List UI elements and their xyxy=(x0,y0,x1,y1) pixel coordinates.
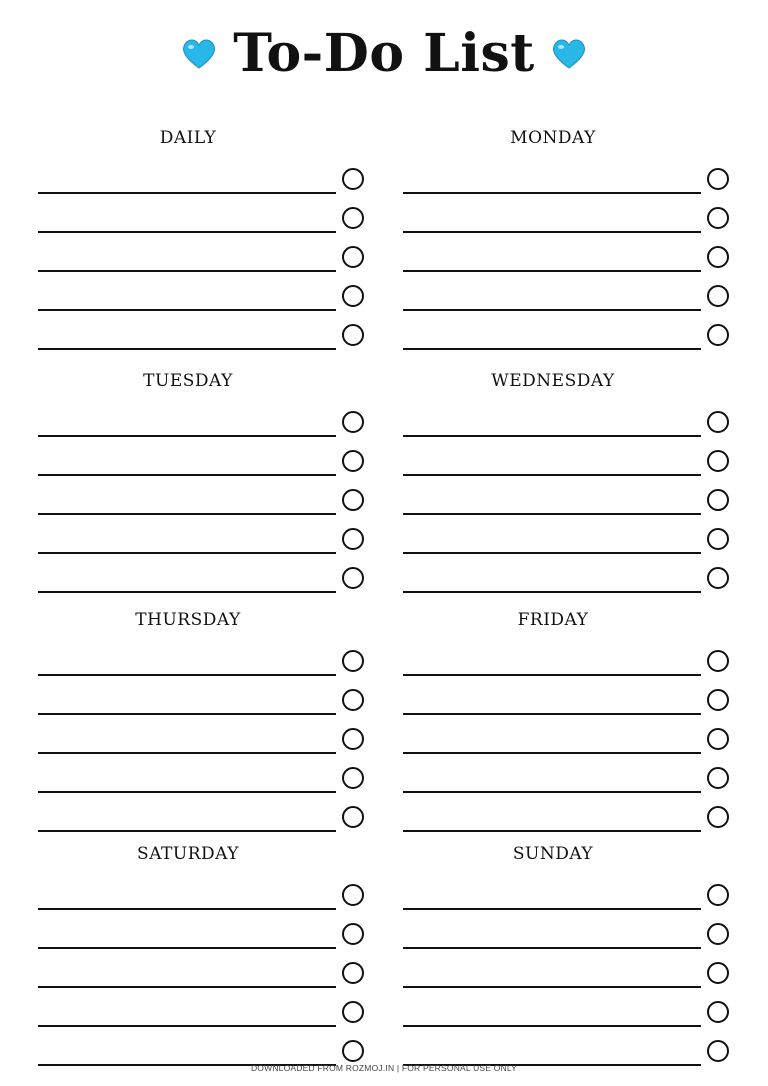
section-monday xyxy=(403,128,733,352)
task-line[interactable] xyxy=(403,986,701,988)
section-tuesday xyxy=(38,371,368,595)
task-line[interactable] xyxy=(403,713,701,715)
task-checkbox[interactable] xyxy=(707,168,729,190)
task-line[interactable] xyxy=(403,309,701,311)
page-title: To-Do List xyxy=(233,23,535,84)
heart-icon xyxy=(179,34,219,74)
task-checkbox[interactable] xyxy=(342,411,364,433)
task-row xyxy=(403,417,733,437)
task-row xyxy=(403,252,733,272)
task-checkbox[interactable] xyxy=(342,767,364,789)
task-line[interactable] xyxy=(38,830,336,832)
task-checkbox[interactable] xyxy=(342,168,364,190)
task-row xyxy=(38,252,368,272)
task-checkbox[interactable] xyxy=(707,324,729,346)
task-checkbox[interactable] xyxy=(707,567,729,589)
task-row xyxy=(403,456,733,476)
section-title: DAILY xyxy=(159,128,217,148)
task-row xyxy=(38,534,368,554)
task-row xyxy=(38,495,368,515)
task-checkbox[interactable] xyxy=(342,728,364,750)
task-checkbox[interactable] xyxy=(707,528,729,550)
task-row xyxy=(403,734,733,754)
task-line[interactable] xyxy=(403,1025,701,1027)
task-line[interactable] xyxy=(38,591,336,593)
task-checkbox[interactable] xyxy=(342,567,364,589)
task-checkbox[interactable] xyxy=(342,884,364,906)
task-line[interactable] xyxy=(403,908,701,910)
task-line[interactable] xyxy=(38,1025,336,1027)
task-line[interactable] xyxy=(403,591,701,593)
task-checkbox[interactable] xyxy=(707,923,729,945)
section-title: SUNDAY xyxy=(512,844,594,864)
task-checkbox[interactable] xyxy=(707,450,729,472)
task-line[interactable] xyxy=(38,552,336,554)
task-checkbox[interactable] xyxy=(707,246,729,268)
task-line[interactable] xyxy=(38,435,336,437)
task-checkbox[interactable] xyxy=(707,689,729,711)
task-checkbox[interactable] xyxy=(707,806,729,828)
task-line[interactable] xyxy=(403,674,701,676)
task-line[interactable] xyxy=(38,908,336,910)
task-row xyxy=(38,734,368,754)
task-line[interactable] xyxy=(38,752,336,754)
task-line[interactable] xyxy=(38,513,336,515)
task-row xyxy=(403,213,733,233)
task-checkbox[interactable] xyxy=(342,1040,364,1062)
section-title: FRIDAY xyxy=(517,610,589,630)
task-row xyxy=(403,695,733,715)
section-friday xyxy=(403,610,733,834)
task-row xyxy=(38,174,368,194)
task-line[interactable] xyxy=(38,270,336,272)
task-checkbox[interactable] xyxy=(707,1040,729,1062)
task-row xyxy=(38,773,368,793)
task-row xyxy=(38,291,368,311)
task-checkbox[interactable] xyxy=(707,884,729,906)
task-line[interactable] xyxy=(38,348,336,350)
task-checkbox[interactable] xyxy=(342,962,364,984)
task-row xyxy=(38,456,368,476)
task-row xyxy=(403,495,733,515)
task-row xyxy=(38,656,368,676)
section-thursday xyxy=(38,610,368,834)
task-row xyxy=(403,929,733,949)
section-saturday xyxy=(38,844,368,1068)
task-checkbox[interactable] xyxy=(342,489,364,511)
task-checkbox[interactable] xyxy=(342,324,364,346)
task-line[interactable] xyxy=(403,474,701,476)
section-wednesday xyxy=(403,371,733,595)
footer-note: DOWNLOADED FROM ROZMOJ.IN | FOR PERSONAL USE ONLY xyxy=(250,1063,518,1073)
task-row xyxy=(38,330,368,350)
task-checkbox[interactable] xyxy=(707,767,729,789)
header xyxy=(0,14,768,94)
task-line[interactable] xyxy=(403,947,701,949)
task-checkbox[interactable] xyxy=(342,285,364,307)
task-row xyxy=(38,929,368,949)
task-checkbox[interactable] xyxy=(707,962,729,984)
task-checkbox[interactable] xyxy=(342,450,364,472)
section-title: TUESDAY xyxy=(143,371,233,391)
section-daily xyxy=(38,128,368,352)
task-line[interactable] xyxy=(38,231,336,233)
task-checkbox[interactable] xyxy=(342,650,364,672)
task-checkbox[interactable] xyxy=(707,728,729,750)
task-checkbox[interactable] xyxy=(342,1001,364,1023)
task-row xyxy=(38,417,368,437)
task-checkbox[interactable] xyxy=(342,689,364,711)
task-checkbox[interactable] xyxy=(342,923,364,945)
task-row xyxy=(403,890,733,910)
task-row xyxy=(38,1007,368,1027)
task-line[interactable] xyxy=(38,791,336,793)
task-line[interactable] xyxy=(403,752,701,754)
task-checkbox[interactable] xyxy=(707,489,729,511)
section-title: THURSDAY xyxy=(135,610,241,630)
task-row xyxy=(403,1007,733,1027)
task-checkbox[interactable] xyxy=(707,207,729,229)
task-line[interactable] xyxy=(403,791,701,793)
task-line[interactable] xyxy=(403,270,701,272)
task-row xyxy=(38,812,368,832)
task-checkbox[interactable] xyxy=(342,806,364,828)
task-row xyxy=(403,968,733,988)
task-row xyxy=(403,291,733,311)
section-title: MONDAY xyxy=(510,128,596,148)
task-checkbox[interactable] xyxy=(342,207,364,229)
task-row xyxy=(38,890,368,910)
task-line[interactable] xyxy=(38,192,336,194)
task-line[interactable] xyxy=(38,309,336,311)
task-row xyxy=(403,534,733,554)
task-line[interactable] xyxy=(403,435,701,437)
task-row xyxy=(38,695,368,715)
task-row xyxy=(38,213,368,233)
task-checkbox[interactable] xyxy=(707,650,729,672)
task-row xyxy=(403,174,733,194)
task-line[interactable] xyxy=(38,474,336,476)
heart-icon xyxy=(549,34,589,74)
task-line[interactable] xyxy=(38,947,336,949)
task-line[interactable] xyxy=(38,713,336,715)
section-title: WEDNESDAY xyxy=(491,371,615,391)
task-checkbox[interactable] xyxy=(707,1001,729,1023)
task-row xyxy=(403,573,733,593)
task-row xyxy=(403,330,733,350)
task-row xyxy=(38,968,368,988)
task-line[interactable] xyxy=(403,552,701,554)
section-sunday xyxy=(403,844,733,1068)
task-checkbox[interactable] xyxy=(342,528,364,550)
task-line[interactable] xyxy=(38,986,336,988)
task-line[interactable] xyxy=(403,231,701,233)
task-row xyxy=(403,656,733,676)
task-checkbox[interactable] xyxy=(342,246,364,268)
task-row xyxy=(403,773,733,793)
task-row xyxy=(38,573,368,593)
section-title: SATURDAY xyxy=(137,844,239,864)
task-checkbox[interactable] xyxy=(707,285,729,307)
task-row xyxy=(403,812,733,832)
task-line[interactable] xyxy=(403,830,701,832)
task-line[interactable] xyxy=(403,513,701,515)
task-line[interactable] xyxy=(403,192,701,194)
task-checkbox[interactable] xyxy=(707,411,729,433)
task-line[interactable] xyxy=(38,674,336,676)
task-line[interactable] xyxy=(403,348,701,350)
